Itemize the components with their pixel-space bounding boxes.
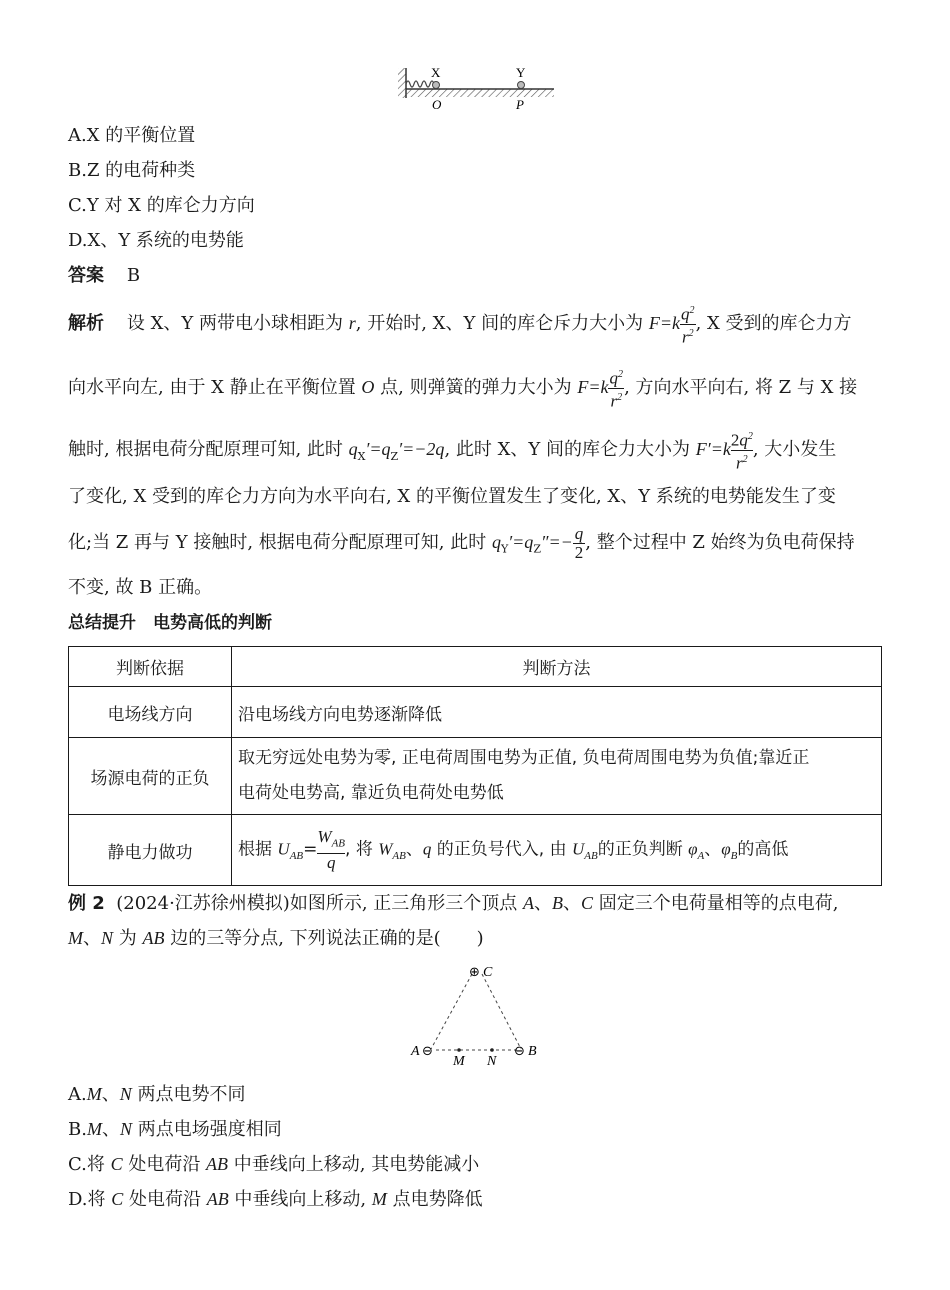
row1-basis: 电场线方向 — [69, 687, 232, 738]
summary-table — [68, 646, 882, 886]
table-row — [69, 738, 882, 815]
analysis-line-1: 解析 设 X、Y 两带电小球相距为 r, 开始时, X、Y 间的库仑斥力大小为 F=k $\frac{q^2}{r^2}$ , X 受到的库仑力方 — [68, 302, 880, 342]
point-m — [457, 1048, 461, 1052]
table-row — [69, 815, 882, 886]
table-header-row — [69, 647, 882, 687]
fraction-q2-r2: $\frac{q^2}{r^2}$ — [609, 368, 624, 411]
example2-option-b: B.M、N 两点电场强度相同 — [68, 1119, 282, 1140]
row2-basis: 场源电荷的正负 — [69, 738, 232, 815]
charge-b-symbol: ⊖ — [514, 1044, 525, 1059]
label-m: M — [453, 1054, 465, 1069]
analysis-line-2: 向水平向左, 由于 X 静止在平衡位置 O 点, 则弹簧的弹力大小为 F=k $\frac{q^2}{r^2}$ , 方向水平向右, 将 Z 与 X 接 — [68, 366, 880, 406]
triangle-figure — [405, 960, 555, 1070]
side-ac — [431, 974, 472, 1049]
header-basis: 判断依据 — [69, 647, 232, 687]
fraction-wab-q: $\frac{W_{AB}}{q}$ — [317, 827, 346, 872]
analysis-line-3: 触时, 根据电荷分配原理可知, 此时 $q_X'=q_Z'=-2q$, 此时 X、Y 间的库仑力大小为 F′=k $\frac{2q^2}{r^2}$ , 大小发生 — [68, 428, 880, 468]
example2-option-d: D.将 C 处电荷沿 AB 中垂线向上移动, M 点电势降低 — [68, 1189, 483, 1210]
analysis-line-5: 化;当 Z 再与 Y 接触时, 根据电荷分配原理可知, 此时 $q_Y'=q_Z''=-$ $\frac{q}{2}$ , 整个过程中 Z 始终为负电荷保持 — [68, 523, 855, 562]
header-method: 判断方法 — [232, 647, 882, 687]
label-c: C — [483, 965, 493, 980]
answer-label: 答案 — [68, 265, 104, 286]
option-b: B.Z 的电荷种类 — [68, 160, 196, 181]
ball-x — [433, 82, 440, 89]
summary-title: 总结提升 电势高低的判断 — [68, 613, 272, 633]
side-bc — [482, 974, 521, 1049]
wall-hatch — [398, 68, 406, 98]
row3-method: 根据 $U_{AB}=$ $\frac{W_{AB}}{q}$ , 将 $W_{AB}$、q 的正负号代入, 由 $U_{AB}$的正负判断 $\varphi_A$、$\varphi_B$的高低 — [232, 815, 882, 886]
charge-c-symbol: ⊕ — [469, 965, 480, 980]
fraction-q-2: $\frac{q}{2}$ — [574, 523, 584, 562]
option-a: A.X 的平衡位置 — [68, 125, 196, 146]
label-x: X — [431, 65, 441, 80]
example2-label: 例 2 — [68, 893, 105, 914]
table-row — [69, 687, 882, 738]
label-p: P — [516, 97, 524, 112]
row2-method: 取无穷远处电势为零, 正电荷周围电势为正值, 负电荷周围电势为负值;靠近正 电荷处电势高, 靠近负电荷处电势低 — [232, 738, 882, 815]
label-b: B — [528, 1044, 537, 1059]
analysis-line-6: 不变, 故 B 正确。 — [68, 577, 213, 598]
charge-a-symbol: ⊖ — [422, 1044, 433, 1059]
row3-basis: 静电力做功 — [69, 815, 232, 886]
label-n: N — [487, 1054, 497, 1069]
example2-option-a: A.M、N 两点电势不同 — [68, 1084, 246, 1105]
option-d: D.X、Y 系统的电势能 — [68, 230, 244, 251]
point-n — [490, 1048, 494, 1052]
fraction-q2-r2: $\frac{q^2}{r^2}$ — [681, 304, 695, 347]
example2-option-c: C.将 C 处电荷沿 AB 中垂线向上移动, 其电势能减小 — [68, 1154, 480, 1175]
fraction-2q2-r2: $\frac{2q^2}{r^2}$ — [730, 430, 753, 473]
label-y: Y — [516, 65, 526, 80]
example2-line-1: 例 2 (2024·江苏徐州模拟)如图所示, 正三角形三个顶点 A、B、C 固定三个电荷量相等的点电荷, — [68, 893, 839, 914]
ball-y — [518, 82, 525, 89]
spring-ball-figure — [394, 64, 560, 112]
answer-line — [68, 264, 140, 288]
answer-value: B — [126, 265, 141, 286]
row1-method: 沿电场线方向电势逐渐降低 — [232, 687, 882, 738]
analysis-line-4: 了变化, X 受到的库仑力方向为水平向右, X 的平衡位置发生了变化, X、Y 系统的电势能发生了变 — [68, 486, 836, 507]
ground-hatch — [406, 89, 554, 97]
label-o: O — [432, 97, 442, 112]
option-c: C.Y 对 X 的库仑力方向 — [68, 195, 255, 216]
label-a: A — [411, 1044, 420, 1059]
analysis-label: 解析 — [68, 313, 104, 335]
example2-line-2: M、N 为 AB 边的三等分点, 下列说法正确的是( ) — [68, 928, 484, 949]
